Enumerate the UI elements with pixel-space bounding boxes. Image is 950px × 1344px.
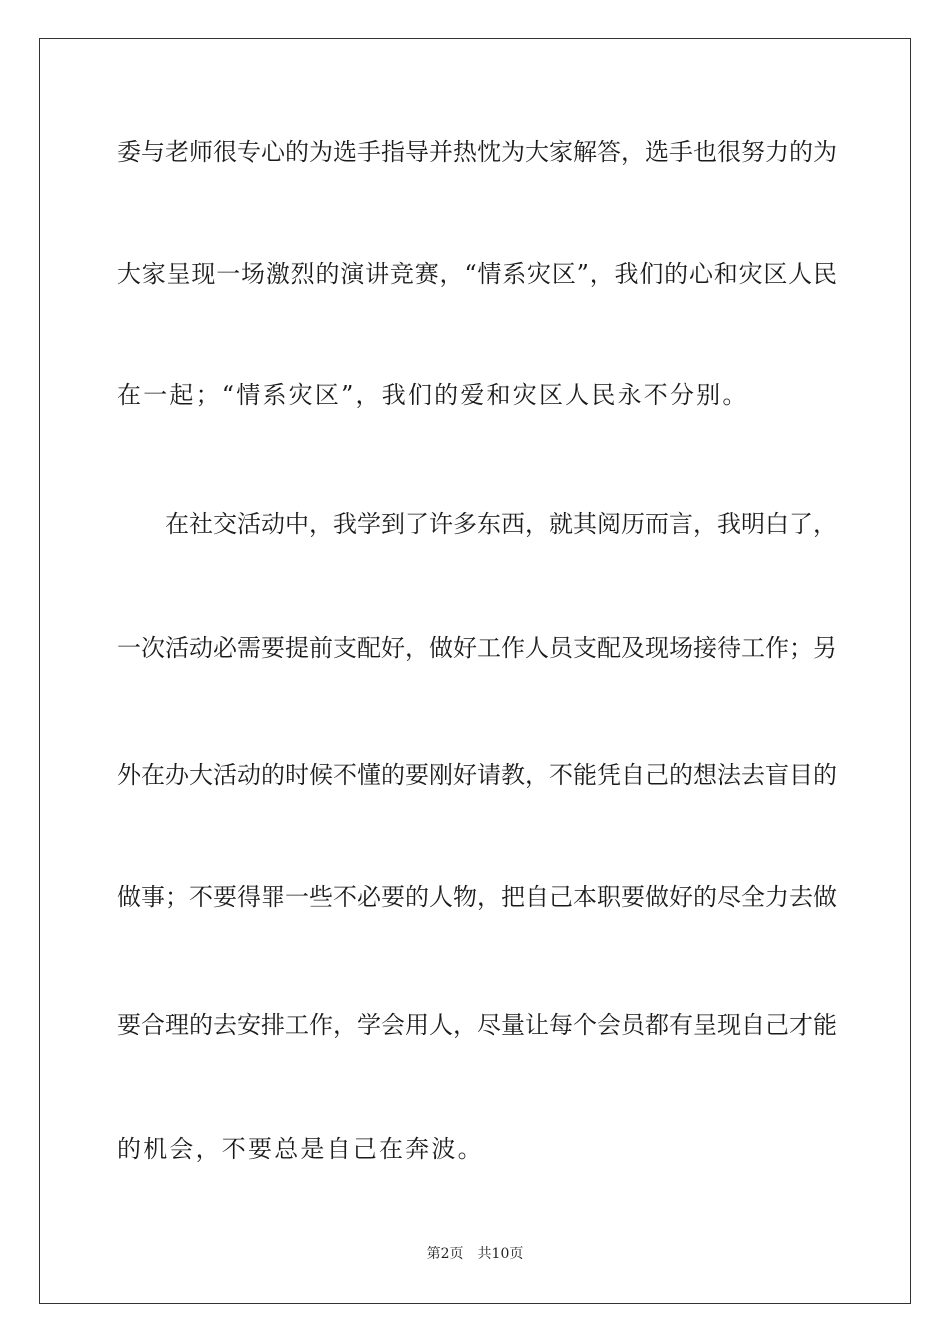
paragraph-line: 大家呈现一场激烈的演讲竞赛，“情系灾区”，我们的心和灾区人民	[117, 260, 837, 288]
page-total: 共10页	[477, 1246, 524, 1262]
paragraph-line: 在社交活动中，我学到了许多东西，就其阅历而言，我明白了，	[165, 510, 837, 538]
paragraph-line: 做事；不要得罪一些不必要的人物，把自己本职要做好的尽全力去做	[117, 883, 837, 911]
paragraph-line: 委与老师很专心的为选手指导并热忱为大家解答，选手也很努力的为	[117, 138, 837, 166]
paragraph-line: 一次活动必需要提前支配好，做好工作人员支配及现场接待工作；另	[117, 634, 837, 662]
page-number: 第2页	[426, 1246, 464, 1262]
paragraph-line: 要合理的去安排工作，学会用人，尽量让每个会员都有呈现自己才能	[117, 1011, 837, 1039]
paragraph-line: 的机会，不要总是自己在奔波。	[117, 1135, 484, 1163]
paragraph-line: 在一起；“情系灾区”，我们的爱和灾区人民永不分别。	[117, 381, 749, 409]
paragraph-line: 外在办大活动的时候不懂的要刚好请教，不能凭自己的想法去盲目的	[117, 761, 837, 789]
page-footer	[0, 1244, 950, 1264]
page-border	[39, 38, 911, 1304]
